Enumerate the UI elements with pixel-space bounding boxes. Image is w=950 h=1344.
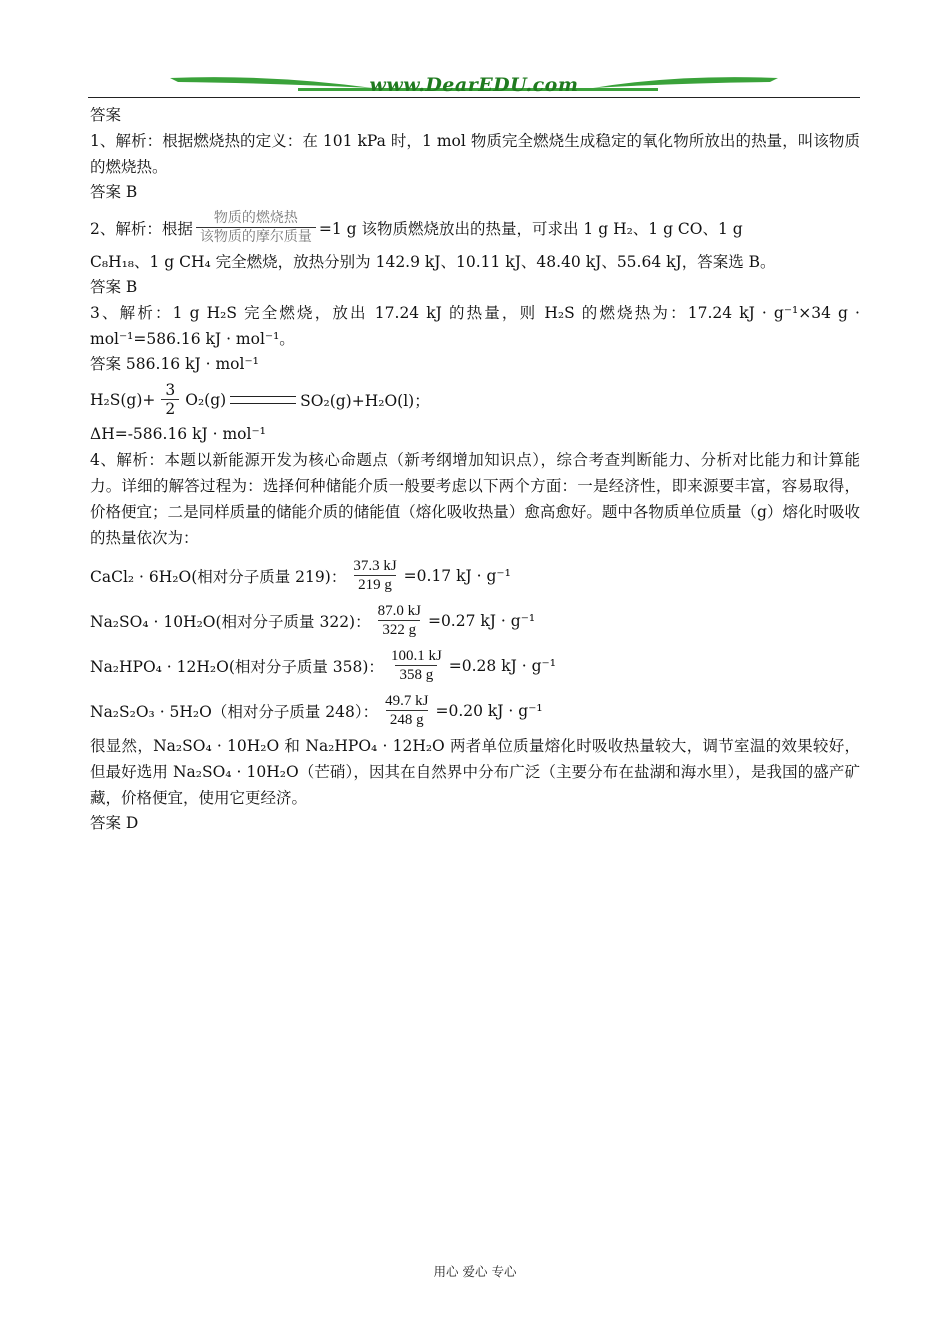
q4-calc-row: [90, 647, 860, 684]
q4-conclusion: 很显然，Na₂SO₄ · 10H₂O 和 Na₂HPO₄ · 12H₂O 两者单位质量熔化时吸收热量较大，调节室温的效果较好，但最好选用 Na₂SO₄ · 10H₂O（芒硝），因其在自然界中分布广泛（主要分布在盐湖和海水里），是我国的盛产矿藏，价格便宜，使用它更经济。: [90, 737, 860, 807]
q4-calc-result: =0.28 kJ · g⁻¹: [448, 656, 556, 675]
site-logo[interactable]: www.DearEDU.com: [369, 74, 579, 96]
q4-answer: 答案 D: [90, 814, 139, 832]
q2-fraction-numerator: 物质的燃烧热: [213, 210, 298, 226]
q4-calc-result: =0.17 kJ · g⁻¹: [403, 566, 511, 585]
q3-eq-left: H₂S(g)+: [90, 390, 156, 409]
q4-calc-label: Na₂HPO₄ · 12H₂O(相对分子质量 358)：: [90, 657, 384, 676]
q4-calc-fraction: [381, 692, 432, 729]
q2-explanation-line2: C₈H₁₈、1 g CH₄ 完全燃烧，放热分别为 142.9 kJ、10.11 kJ、48.40 kJ、55.64 kJ，答案选 B。: [90, 253, 776, 271]
reaction-equals-sign: [230, 396, 296, 404]
q2-explanation-line1: [90, 209, 860, 246]
q3-eq-fraction: [161, 381, 179, 418]
q4-calc-fraction: [374, 602, 425, 639]
q2-answer: 答案 B: [90, 278, 138, 296]
q2-rest: =1 g 该物质燃烧放出的热量，可求出 1 g H₂、1 g CO、1 g: [318, 219, 743, 238]
q4-calc-numerator: 87.0 kJ: [377, 603, 421, 619]
document-body: [90, 103, 860, 836]
q4-calc-row: [90, 557, 860, 594]
q4-calc-result: =0.27 kJ · g⁻¹: [427, 611, 536, 630]
q2-fraction: [196, 209, 316, 246]
q4-calc-row: [90, 692, 860, 729]
q4-calc-denominator: 322 g: [378, 620, 420, 639]
q4-calc-numerator: 37.3 kJ: [353, 558, 397, 574]
q3-eq-mid: O₂(g): [185, 390, 227, 409]
q4-calc-label: Na₂SO₄ · 10H₂O(相对分子质量 322)：: [90, 612, 371, 631]
q4-calc-fraction: [349, 557, 400, 594]
q4-calc-numerator: 100.1 kJ: [390, 648, 442, 664]
header-rule: [88, 97, 860, 98]
q4-calc-result: =0.20 kJ · g⁻¹: [435, 701, 543, 720]
q2-fraction-denominator: 该物质的摩尔质量: [196, 227, 316, 246]
q3-explanation: 3、解析：1 g H₂S 完全燃烧，放出 17.24 kJ 的热量，则 H₂S 的燃烧热为：17.24 kJ · g⁻¹×34 g · mol⁻¹=586.16 kJ · mol⁻¹。: [90, 304, 860, 348]
q4-calc-fraction: [387, 647, 446, 684]
q4-calc-denominator: 248 g: [386, 710, 428, 729]
q3-eq-right: SO₂(g)+H₂O(l)；: [300, 391, 430, 410]
q3-eq-fraction-denominator: 2: [161, 399, 179, 418]
answer-heading: 答案: [90, 106, 122, 124]
q2-lead: 2、解析：根据: [90, 219, 193, 238]
q3-equation: [90, 381, 860, 418]
q1-explanation: 1、解析：根据燃烧热的定义：在 101 kPa 时，1 mol 物质完全燃烧生成稳定的氧化物所放出的热量，叫该物质的燃烧热。: [90, 132, 860, 176]
q1-answer: 答案 B: [90, 183, 138, 201]
q4-calc-row: [90, 602, 860, 639]
q4-calc-denominator: 219 g: [354, 575, 396, 594]
page-header: [88, 70, 860, 100]
page-footer: 用心 爱心 专心: [433, 1264, 517, 1279]
q4-explanation: 4、解析：本题以新能源开发为核心命题点（新考纲增加知识点），综合考查判断能力、分析对比能力和计算能力。详细的解答过程为：选择何种储能介质一般要考虑以下两个方面：一是经济性，即来源要丰富，容易取得，价格便宜；二是同样质量的储能介质的储能值（熔化吸收热量）愈高愈好。题中各物质单位质量（g）熔化时吸收的热量依次为：: [90, 451, 860, 547]
q4-calc-denominator: 358 g: [395, 665, 437, 684]
q4-calc-numerator: 49.7 kJ: [385, 693, 429, 709]
q3-delta-h: ΔH=-586.16 kJ · mol⁻¹: [90, 425, 266, 443]
q4-calc-label: CaCl₂ · 6H₂O(相对分子质量 219)：: [90, 567, 347, 586]
q3-eq-fraction-numerator: 3: [165, 381, 176, 399]
q4-calc-label: Na₂S₂O₃ · 5H₂O（相对分子质量 248）：: [90, 702, 379, 721]
q3-answer: 答案 586.16 kJ · mol⁻¹: [90, 355, 259, 373]
